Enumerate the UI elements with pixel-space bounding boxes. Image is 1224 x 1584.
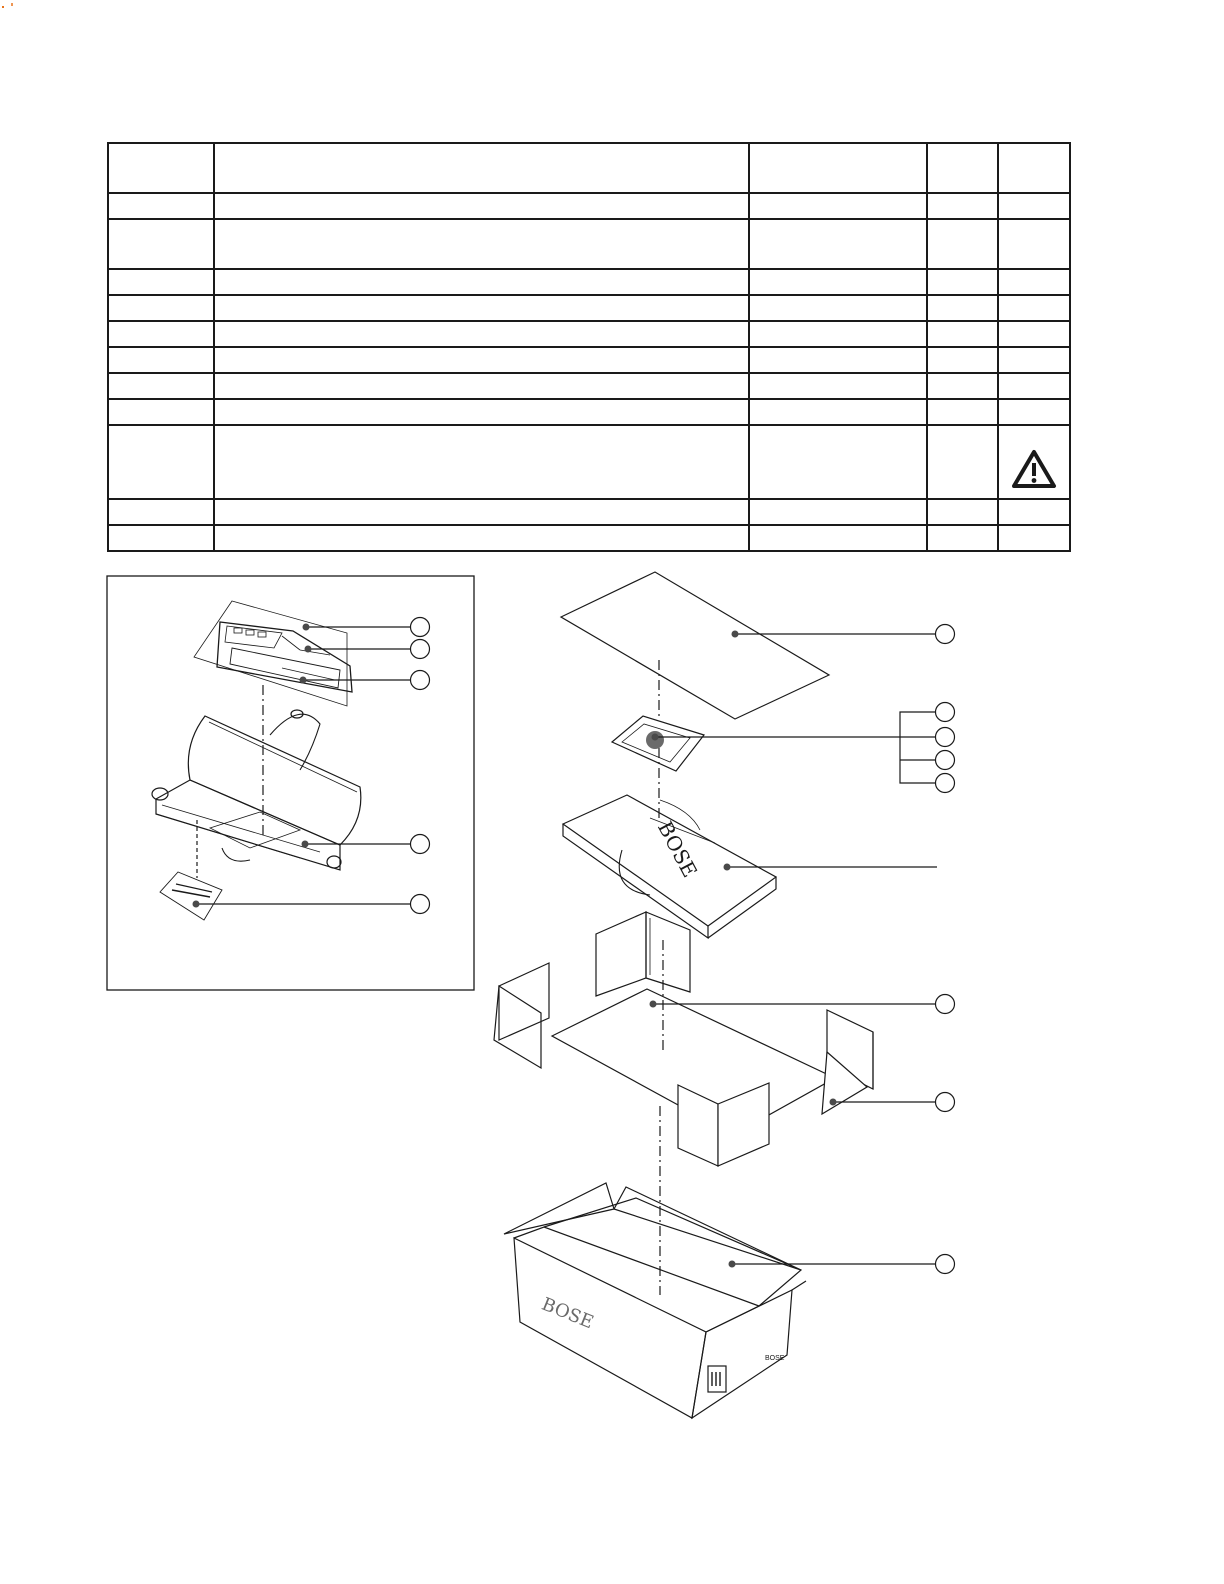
carry-case [152,710,361,870]
main-exploded-view [494,572,955,1418]
bose-carton-small-text: BOSE [765,1355,785,1362]
main-callouts [650,625,955,1274]
top-cover-sheet [561,572,829,719]
cable-packet [160,872,222,920]
shipping-carton [504,1183,806,1418]
remote-control-bag [194,601,352,706]
front-insert [678,1083,769,1166]
literature-packet [612,716,704,771]
bose-case-text: BOSE [652,817,703,882]
right-insert [822,1010,873,1114]
back-insert [596,912,690,996]
bose-carton-text: BOSE [538,1293,597,1334]
inset-callouts [193,618,430,914]
inset-panel [107,576,474,990]
left-insert [494,963,549,1068]
